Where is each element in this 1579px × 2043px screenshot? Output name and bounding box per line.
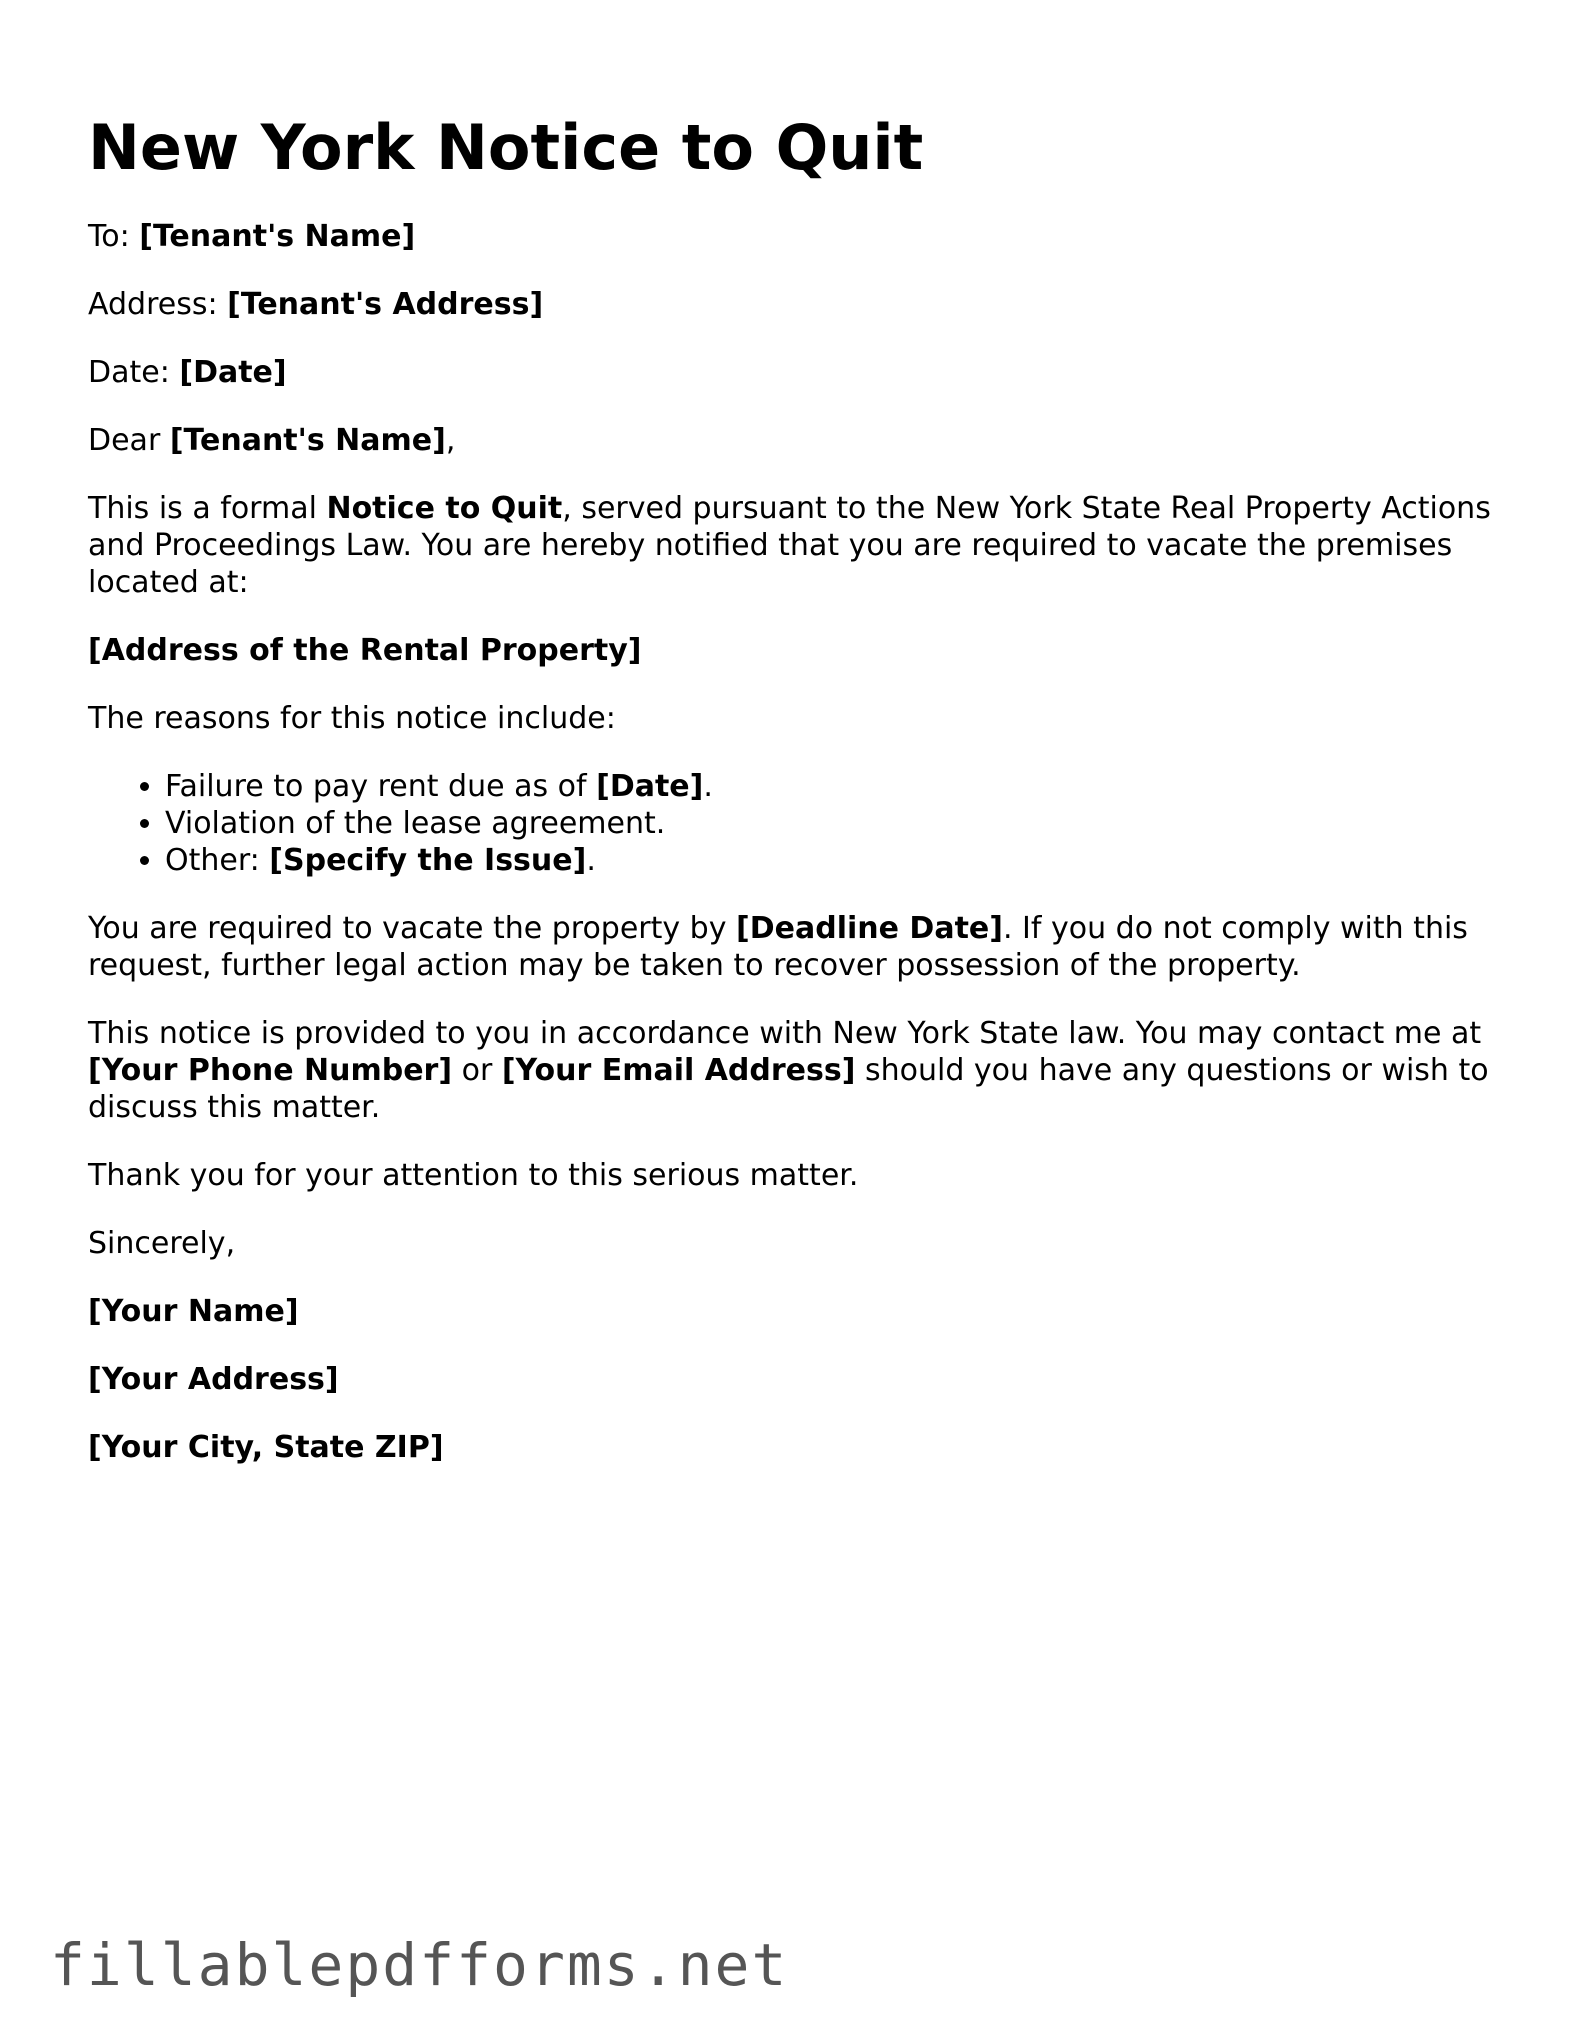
contact-email: [Your Email Address] — [501, 1053, 856, 1088]
salutation-suffix: , — [445, 423, 456, 458]
tenant-name: [Tenant's Name] — [139, 219, 416, 254]
contact-or: or — [452, 1053, 502, 1088]
date-label: Date: — [88, 355, 180, 390]
salutation-name: [Tenant's Name] — [169, 423, 446, 458]
reason-item-rent — [165, 768, 1508, 805]
document-page — [88, 108, 1508, 1497]
reason-text: Other: — [165, 843, 270, 878]
reason-text: Failure to pay rent due as of — [165, 769, 597, 804]
reasons-intro: The reasons for this notice include: — [88, 701, 616, 736]
reason-item-other — [165, 842, 1508, 879]
notice-date: [Date] — [179, 355, 287, 390]
intro-text-end: , served pursuant to the New York State Real Property Actions and Proceedings Law. You are hereby notified that you are required to vacate the premises located at: — [88, 491, 1491, 600]
deadline-paragraph — [88, 910, 1508, 984]
reason-placeholder: [Specify the Issue] — [269, 843, 587, 878]
salutation — [88, 422, 1508, 459]
reason-suffix: . — [586, 843, 596, 878]
signature-name-line — [88, 1293, 1508, 1330]
to-line — [88, 218, 1508, 255]
contact-phone: [Your Phone Number] — [88, 1053, 453, 1088]
deadline-text-start: You are required to vacate the property by — [88, 911, 737, 946]
thanks-line: Thank you for your attention to this serious matter. — [88, 1158, 859, 1193]
tenant-address: [Tenant's Address] — [227, 287, 544, 322]
contact-paragraph — [88, 1015, 1508, 1126]
contact-text-end: should you have any questions or wish to discuss this matter. — [88, 1053, 1489, 1125]
contact-text-start: This notice is provided to you in accordance with New York State law. You may contact me at — [88, 1016, 1482, 1051]
salutation-prefix: Dear — [88, 423, 170, 458]
to-label: To: — [88, 219, 140, 254]
property-address-line — [88, 632, 1508, 669]
date-line — [88, 354, 1508, 391]
reasons-list — [88, 768, 1508, 879]
deadline-text-end: . If you do not comply with this request, further legal action may be taken to recover possession of the property. — [88, 911, 1468, 983]
property-address: [Address of the Rental Property] — [88, 633, 642, 668]
signature-city: [Your City, State ZIP] — [88, 1430, 444, 1465]
signature-address: [Your Address] — [88, 1362, 339, 1397]
address-label: Address: — [88, 287, 228, 322]
watermark: fillablepdfforms.net — [50, 1931, 789, 1999]
signature-address-line — [88, 1361, 1508, 1398]
signature-city-line — [88, 1429, 1508, 1466]
intro-text-start: This is a formal — [88, 491, 327, 526]
intro-paragraph — [88, 490, 1508, 601]
notice-to-quit-term: Notice to Quit — [326, 491, 563, 526]
reason-placeholder: [Date] — [596, 769, 704, 804]
address-line — [88, 286, 1508, 323]
closing-line: Sincerely, — [88, 1226, 236, 1261]
document-title: New York Notice to Quit — [88, 111, 924, 184]
reason-suffix: . — [703, 769, 713, 804]
deadline-date: [Deadline Date] — [736, 911, 1003, 946]
signature-name: [Your Name] — [88, 1294, 299, 1329]
reason-text: Violation of the lease agreement. — [165, 806, 666, 841]
reason-item-lease — [165, 805, 1508, 842]
